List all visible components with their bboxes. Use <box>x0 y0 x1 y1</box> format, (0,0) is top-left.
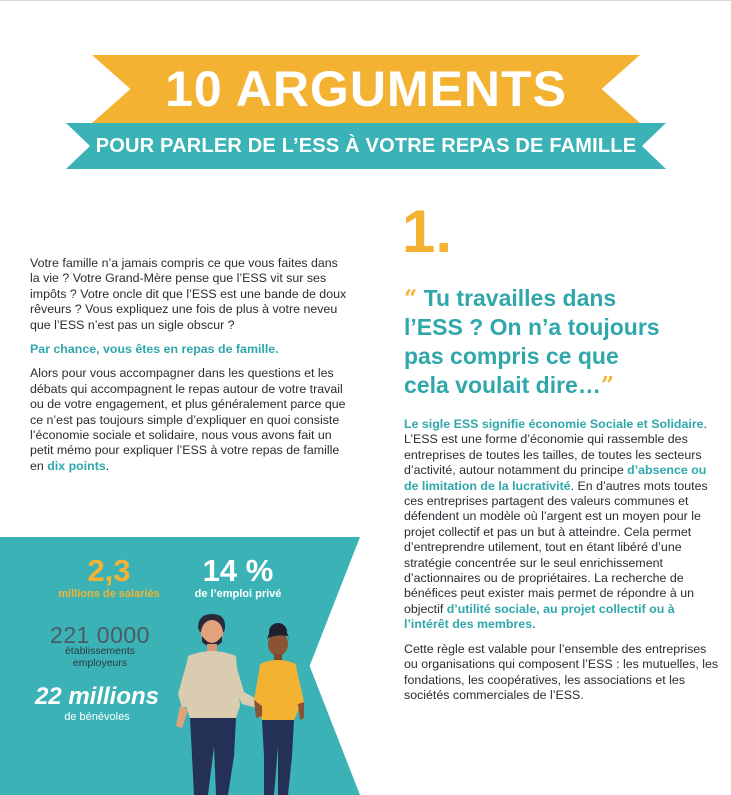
stat-etablissements-value: 221 0000 <box>50 622 150 648</box>
stat-etablissements-label-line2: employeurs <box>72 657 128 669</box>
argument-bold-3: d’utilité sociale, au projet collectif ou à l’intérêt des membres. <box>404 601 675 632</box>
page-subtitle: POUR PARLER DE L’ESS À VOTRE REPAS DE FAMILLE <box>95 134 637 157</box>
intro-text <box>30 256 348 483</box>
stat-benevoles-value: 22 millions <box>34 683 160 710</box>
page-title: 10 ARGUMENTS <box>165 61 567 117</box>
intro-paragraph-3-end: . <box>105 458 110 473</box>
stat-emploi-label: de l’emploi privé <box>194 588 282 600</box>
intro-highlight: Par chance, vous êtes en repas de famille. <box>30 342 279 357</box>
open-quote-icon: “ <box>404 285 418 312</box>
intro-paragraph-3-bold: dix points <box>47 458 106 473</box>
argument-body <box>404 417 722 712</box>
quote-line-3: pas compris ce que <box>404 343 619 369</box>
woman-figure <box>254 623 304 795</box>
stat-emploi-value: 14 % <box>202 553 274 588</box>
argument-text-2: . En d’autres mots toutes ces entreprises partagent des valeurs communes et défendent un modèle où l’argent est un moyen pour le projet collectif et pas un but à atteindre. Cela permet d’entreprendre utilement, tout en étant libéré d’une stratégie concentrée sur le seul enrichissement d’actionnaires ou de propriétaires. La recherche de bénéfices peut exister mais permet de répondre à un objectif <box>404 478 708 616</box>
argument-quote <box>404 284 710 400</box>
quote-line-4-text: cela voulait dire… <box>404 372 601 398</box>
quote-line-1-text: Tu travailles dans <box>423 285 617 311</box>
top-divider <box>0 0 731 1</box>
argument-number: 1. <box>402 198 453 265</box>
intro-paragraph-3-text: Alors pour vous accompagner dans les questions et les débats qui accompagnent le repas autour de votre travail ou de votre engagement, et plus généralement parce que ce n’est pas toujours simple d’expliquer en quoi consiste l’économie sociale et solidaire, nous vous avons fait un petit mémo pour expliquer l’ESS à votre repas de famille en <box>30 366 346 473</box>
stat-salaries-label: millions de salariés <box>58 588 160 600</box>
argument-text-1: . L’ESS est une forme d’économie qui rassemble des entreprises de toutes les tailles, de toutes les secteurs d’activité, autour notamment du principe <box>404 417 707 478</box>
quote-line-1 <box>404 284 710 313</box>
intro-paragraph-1: Votre famille n’a jamais compris ce que vous faites dans la vie ? Votre Grand-Mère pense que l’ESS vit sur ses impôts ? Votre oncle dit que l’ESS est une bande de doux rêveurs ? Vous expliquez une fois de plus à votre neveu que l’ESS n’est pas un sigle obscur ? <box>30 256 347 332</box>
argument-bold-1: Le sigle ESS signifie économie Sociale et Solidaire <box>404 417 704 431</box>
intro-paragraph-3 <box>30 366 348 474</box>
argument-paragraph-2: Cette règle est valable pour l’ensemble des entreprises ou organisations qui composent l’ESS : les mutuelles, les fondations, les coopératives, les associations et les sociétés commerciales de l’ESS. <box>404 641 719 702</box>
argument-bold-2: d’absence ou de limitation de la lucrativité <box>404 463 707 493</box>
people-illustration <box>170 606 330 795</box>
close-quote-icon: ” <box>600 372 615 399</box>
quote-line-4 <box>404 371 710 400</box>
stat-etablissements-label-line1: établissements <box>64 645 136 657</box>
argument-paragraph-1 <box>404 417 722 633</box>
stat-benevoles-label: de bénévoles <box>64 711 130 723</box>
stat-salaries-value: 2,3 <box>87 553 131 588</box>
quote-line-2: l’ESS ? On n’a toujours <box>404 314 660 340</box>
stat-etablissements-label <box>30 645 170 669</box>
